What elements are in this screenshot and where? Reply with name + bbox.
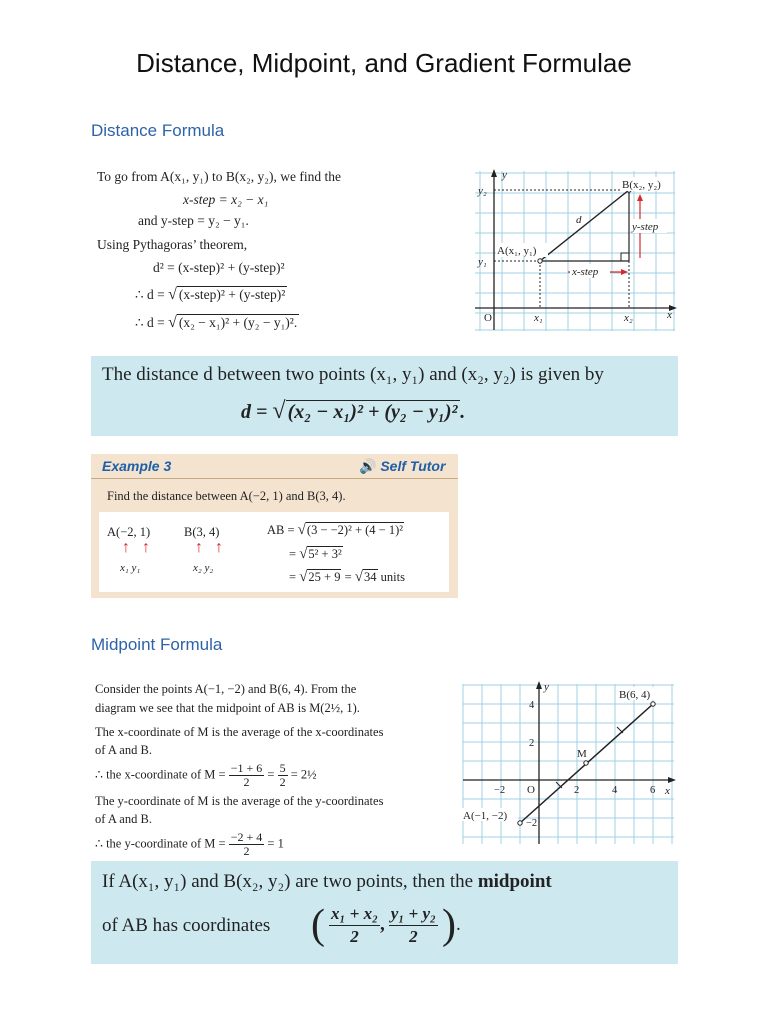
distance-diagram <box>472 168 678 334</box>
point-b-arrows: ↑ ↑ <box>195 539 227 556</box>
x1-tick-label: x₁ <box>534 312 543 324</box>
xcoord-num2: 5 <box>279 761 286 775</box>
example-card <box>91 454 458 598</box>
point-a-label: A(−1, −2) <box>463 810 508 822</box>
xcoord-den: 2 <box>243 775 250 789</box>
self-tutor-label: Self Tutor <box>380 458 446 474</box>
midpoint-y-num: y₁ + y₂ <box>389 903 438 926</box>
xcoord-den2: 2 <box>279 775 286 789</box>
xcoord-fraction2 <box>278 762 288 789</box>
ystep-label: y-step <box>632 221 659 233</box>
distance-eq1: d² = (x-step)² + (y-step)² <box>153 260 285 275</box>
step1-radicand: (3 − −2)² + (4 − 1)² <box>306 523 403 537</box>
y1-tick-label: y₁ <box>478 256 487 268</box>
example-point-a: A(−2, 1) <box>107 525 151 539</box>
origin-label: O <box>527 784 535 796</box>
distance-heading: Distance Formula <box>91 121 225 140</box>
distance-formula-box <box>91 356 678 436</box>
midpoint-line1: Consider the points A(−1, −2) and B(6, 4). From the <box>95 682 357 696</box>
point-b-subscripts: x₂ y₂ <box>193 562 214 574</box>
step3-radicand2: 34 <box>364 570 377 584</box>
midpoint-formula-line2: of AB has coordinates <box>102 915 271 936</box>
xstep-line: x-step = x₂ − x₁ <box>183 192 269 207</box>
eq2-prefix: ∴ d = <box>135 287 169 302</box>
ycoord-num: −2 + 4 <box>230 830 263 844</box>
tick-y-neg2: −2 <box>526 818 538 829</box>
x2-tick-label: x₂ <box>624 312 633 324</box>
tick-x-2: 2 <box>574 785 580 796</box>
midpoint-diagram <box>460 680 678 848</box>
midpoint-formula-line1 <box>102 871 552 893</box>
example-label: Example 3 <box>102 458 172 474</box>
eq3-radicand: (x₂ − x₁)² + (y₂ − y₁)². <box>178 315 298 330</box>
tick-x-6: 6 <box>650 785 656 796</box>
ycoord-prefix: ∴ the y-coordinate of M = <box>95 836 229 851</box>
ycoord-den: 2 <box>243 844 250 858</box>
step1-prefix: AB = <box>267 523 298 537</box>
self-tutor-button[interactable] <box>359 458 445 475</box>
xcoord-suffix: = 2½ <box>290 767 317 782</box>
step2-radicand: 5² + 3² <box>308 547 342 561</box>
distance-eq3: ∴ d = √ (x₂ − x₁)² + (y₂ − y₁)². <box>135 314 298 331</box>
step3-radicand1: 25 + 9 <box>308 570 341 584</box>
distance-formula-line2: d = √ (x₂ − x₁)² + (y₂ − y₁)² . <box>241 398 465 424</box>
midpoint-x-num: x₁ + x₂ <box>329 903 380 926</box>
xcoord-num: −1 + 6 <box>230 761 263 775</box>
xcoord-prefix: ∴ the x-coordinate of M = <box>95 767 229 782</box>
pythagoras-line: Using Pythagoras’ theorem, <box>97 237 248 252</box>
example-divider <box>91 478 458 479</box>
midpoint-xcoord <box>95 762 317 789</box>
speaker-icon: 🔊 <box>359 458 377 474</box>
example-solution <box>99 512 449 592</box>
example-point-b: B(3, 4) <box>184 525 220 539</box>
distance-intro: To go from A(x₁, y₁) to B(x₂, y₂), we find the <box>97 169 341 184</box>
distance-eq2: ∴ d = √ (x-step)² + (y-step)² <box>135 286 286 303</box>
midpoint-line2: diagram we see that the midpoint of AB is M(2½, 1). <box>95 701 360 715</box>
midpoint-heading: Midpoint Formula <box>91 635 223 654</box>
page-title: Distance, Midpoint, and Gradient Formulae <box>136 48 632 78</box>
xcoord-mid: = <box>267 767 278 782</box>
right-angle-marker <box>621 253 629 261</box>
midpoint-word: midpoint <box>477 871 552 892</box>
step3-mid: = <box>341 570 355 584</box>
y-axis-label: y <box>544 681 549 693</box>
x-axis-label: x <box>667 309 672 321</box>
formula2-suffix: . <box>459 401 465 423</box>
midpoint-line5: The y-coordinate of M is the average of the y-coordinates <box>95 794 384 808</box>
point-b-dot <box>651 702 655 706</box>
example-step2: = √5² + 3² <box>289 546 342 562</box>
point-m-label: M <box>577 748 587 760</box>
distance-formula-line1: The distance d between two points (x₁, y₁) and (x₂, y₂) is given by <box>102 364 604 385</box>
midpoint-ycoord <box>95 831 284 858</box>
tick-x-4: 4 <box>612 785 618 796</box>
tick-mark-2 <box>617 727 623 733</box>
point-a-dot <box>538 259 542 263</box>
example-step3: = √25 + 9 = √34 units <box>289 569 405 585</box>
formula2-prefix: d = <box>241 401 273 423</box>
midpoint-x-den: 2 <box>350 926 359 946</box>
ystep-line: and y-step = y₂ − y₁. <box>138 213 249 228</box>
point-a-label: A(x₁, y₁) <box>497 245 537 257</box>
xcoord-fraction <box>229 762 265 789</box>
midpoint-line3: The x-coordinate of M is the average of the x-coordinates <box>95 725 384 739</box>
xstep-arrowhead <box>621 269 628 275</box>
tick-y-2: 2 <box>529 738 535 749</box>
point-a-dot <box>518 821 522 825</box>
midpoint-x-fraction <box>329 903 380 948</box>
y-axis-label: y <box>502 169 507 181</box>
midpoint-line4: of A and B. <box>95 743 152 757</box>
tick-x-neg2: −2 <box>494 785 506 796</box>
point-b-label: B(x₂, y₂) <box>622 179 661 191</box>
step2-prefix: = <box>289 547 300 561</box>
midpoint-formula-box <box>91 861 678 964</box>
midpoint-derivation <box>91 676 451 861</box>
y2-tick-label: y₂ <box>478 185 487 197</box>
midpoint-line6: of A and B. <box>95 812 152 826</box>
midpoint-y-den: 2 <box>409 926 418 946</box>
step3-suffix: units <box>377 570 405 584</box>
eq2-radicand: (x-step)² + (y-step)² <box>178 287 286 302</box>
formula2-radicand: (x₂ − x₁)² + (y₂ − y₁)² <box>287 401 458 423</box>
tick-y-4: 4 <box>529 700 535 711</box>
xstep-label: x-step <box>572 266 599 278</box>
point-b-label: B(6, 4) <box>619 689 651 701</box>
distance-derivation <box>91 158 458 338</box>
point-a-arrows: ↑ ↑ <box>122 539 154 556</box>
midpoint-formula-prefix: If A(x₁, y₁) and B(x₂, y₂) are two points, then the <box>102 871 478 892</box>
eq3-prefix: ∴ d = <box>135 315 169 330</box>
segment-ab <box>540 190 629 261</box>
point-m-dot <box>584 761 588 765</box>
example-question: Find the distance between A(−2, 1) and B(3, 4). <box>107 489 346 503</box>
midpoint-coordinates: ( $\frac{\text{x₁ + x₂}}{2}$ , $\frac{\text{y₁ + y₂}}{2}$ ). <box>311 902 461 948</box>
ycoord-suffix: = 1 <box>267 836 284 851</box>
x-axis-label: x <box>665 785 670 797</box>
step3-prefix: = <box>289 570 300 584</box>
midpoint-y-fraction <box>389 903 438 948</box>
example-step1: AB = √(3 − −2)² + (4 − 1)² <box>267 522 403 538</box>
ystep-arrowhead <box>637 194 643 201</box>
ycoord-fraction <box>229 831 265 858</box>
origin-label: O <box>484 312 492 324</box>
point-a-subscripts: x₁ y₁ <box>120 562 141 574</box>
d-label: d <box>576 214 582 226</box>
